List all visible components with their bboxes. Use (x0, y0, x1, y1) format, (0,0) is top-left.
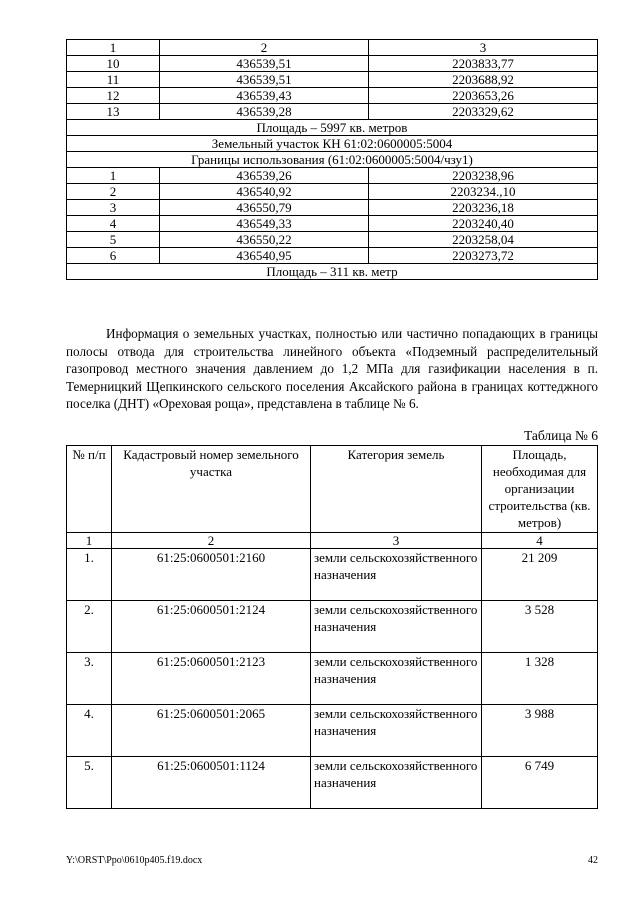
point-number: 12 (67, 88, 160, 104)
point-number: 3 (67, 200, 160, 216)
table-row (67, 56, 598, 72)
page-number: 42 (588, 855, 598, 866)
coord-y: 2203238,96 (369, 168, 598, 184)
header-cell: 1 (67, 40, 160, 56)
table-row (67, 705, 598, 757)
header-cell: Кадастровый номер земельного участка (112, 446, 311, 533)
table-row (67, 184, 598, 200)
header-cell: Площадь, необходимая для организации строительства (кв. метров) (482, 446, 598, 533)
parcel-title: Земельный участок КН 61:02:0600005:5004 (67, 136, 598, 152)
point-number: 4 (67, 216, 160, 232)
table-row (67, 232, 598, 248)
table-row (67, 601, 598, 653)
land-category: земли сельскохозяйственного назначения (311, 705, 482, 757)
coord-x: 436539,43 (160, 88, 369, 104)
row-number: 2. (67, 601, 112, 653)
row-number: 3. (67, 653, 112, 705)
row-number: 1. (67, 549, 112, 601)
cadastral-number: 61:25:0600501:2160 (112, 549, 311, 601)
cadastral-number: 61:25:0600501:2123 (112, 653, 311, 705)
area-summary: Площадь – 5997 кв. метров (67, 120, 598, 136)
point-number: 11 (67, 72, 160, 88)
usage-bounds-row (67, 152, 598, 168)
file-path: Y:\ORST\Ppo\0610p405.f19.docx (66, 855, 203, 866)
row-number: 5. (67, 757, 112, 809)
coord-x: 436540,92 (160, 184, 369, 200)
column-number: 4 (482, 533, 598, 549)
coord-y: 2203240,40 (369, 216, 598, 232)
coord-y: 2203688,92 (369, 72, 598, 88)
area-row (67, 264, 598, 280)
coord-y: 2203234.,10 (369, 184, 598, 200)
table-row (67, 200, 598, 216)
coord-y: 2203653,26 (369, 88, 598, 104)
parcel-title-row (67, 136, 598, 152)
table-row (67, 104, 598, 120)
area-value: 1 328 (482, 653, 598, 705)
land-category: земли сельскохозяйственного назначения (311, 549, 482, 601)
coord-x: 436549,33 (160, 216, 369, 232)
table-caption: Таблица № 6 (524, 428, 598, 443)
area-value: 6 749 (482, 757, 598, 809)
coord-x: 436539,51 (160, 72, 369, 88)
info-paragraph: Информация о земельных участках, полностью или частично попадающих в границы полосы отвода для строительства линейного объекта «Подземный распределительный газопровод местного значения давлением до 1,2 МПа для газификации населения в п. Темерницкий Щепкинского сельского поселения Аксайского района в границах коттеджного поселка (ДНТ) «Ореховая роща», представлена в таблице № 6. (66, 326, 598, 411)
area-summary: Площадь – 311 кв. метр (67, 264, 598, 280)
table-row (67, 248, 598, 264)
row-number: 4. (67, 705, 112, 757)
coord-y: 2203273,72 (369, 248, 598, 264)
coord-x: 436539,51 (160, 56, 369, 72)
coord-y: 2203236,18 (369, 200, 598, 216)
column-number: 3 (311, 533, 482, 549)
header-cell: № п/п (67, 446, 112, 533)
table-row (67, 549, 598, 601)
table-row (67, 653, 598, 705)
usage-bounds: Границы использования (61:02:0600005:5004/чзу1) (67, 152, 598, 168)
land-category: земли сельскохозяйственного назначения (311, 601, 482, 653)
coord-x: 436550,22 (160, 232, 369, 248)
table-row (67, 216, 598, 232)
coordinates-table (66, 39, 598, 280)
cadastral-number: 61:25:0600501:2124 (112, 601, 311, 653)
header-cell: 3 (369, 40, 598, 56)
table-header-row (67, 446, 598, 533)
cadastral-number: 61:25:0600501:1124 (112, 757, 311, 809)
header-cell: 2 (160, 40, 369, 56)
area-value: 21 209 (482, 549, 598, 601)
table-row (67, 757, 598, 809)
table-row (67, 168, 598, 184)
coord-x: 436539,26 (160, 168, 369, 184)
area-row (67, 120, 598, 136)
land-category: земли сельскохозяйственного назначения (311, 757, 482, 809)
table-row (67, 88, 598, 104)
point-number: 1 (67, 168, 160, 184)
point-number: 13 (67, 104, 160, 120)
coord-y: 2203258,04 (369, 232, 598, 248)
coord-y: 2203329,62 (369, 104, 598, 120)
coord-y: 2203833,77 (369, 56, 598, 72)
coord-x: 436540,95 (160, 248, 369, 264)
land-category: земли сельскохозяйственного назначения (311, 653, 482, 705)
point-number: 10 (67, 56, 160, 72)
point-number: 5 (67, 232, 160, 248)
area-value: 3 988 (482, 705, 598, 757)
table-header-row (67, 40, 598, 56)
coord-x: 436539,28 (160, 104, 369, 120)
header-cell: Категория земель (311, 446, 482, 533)
column-number: 1 (67, 533, 112, 549)
parcels-table (66, 445, 598, 809)
column-number: 2 (112, 533, 311, 549)
cadastral-number: 61:25:0600501:2065 (112, 705, 311, 757)
column-number-row (67, 533, 598, 549)
table-row (67, 72, 598, 88)
coord-x: 436550,79 (160, 200, 369, 216)
area-value: 3 528 (482, 601, 598, 653)
point-number: 6 (67, 248, 160, 264)
point-number: 2 (67, 184, 160, 200)
